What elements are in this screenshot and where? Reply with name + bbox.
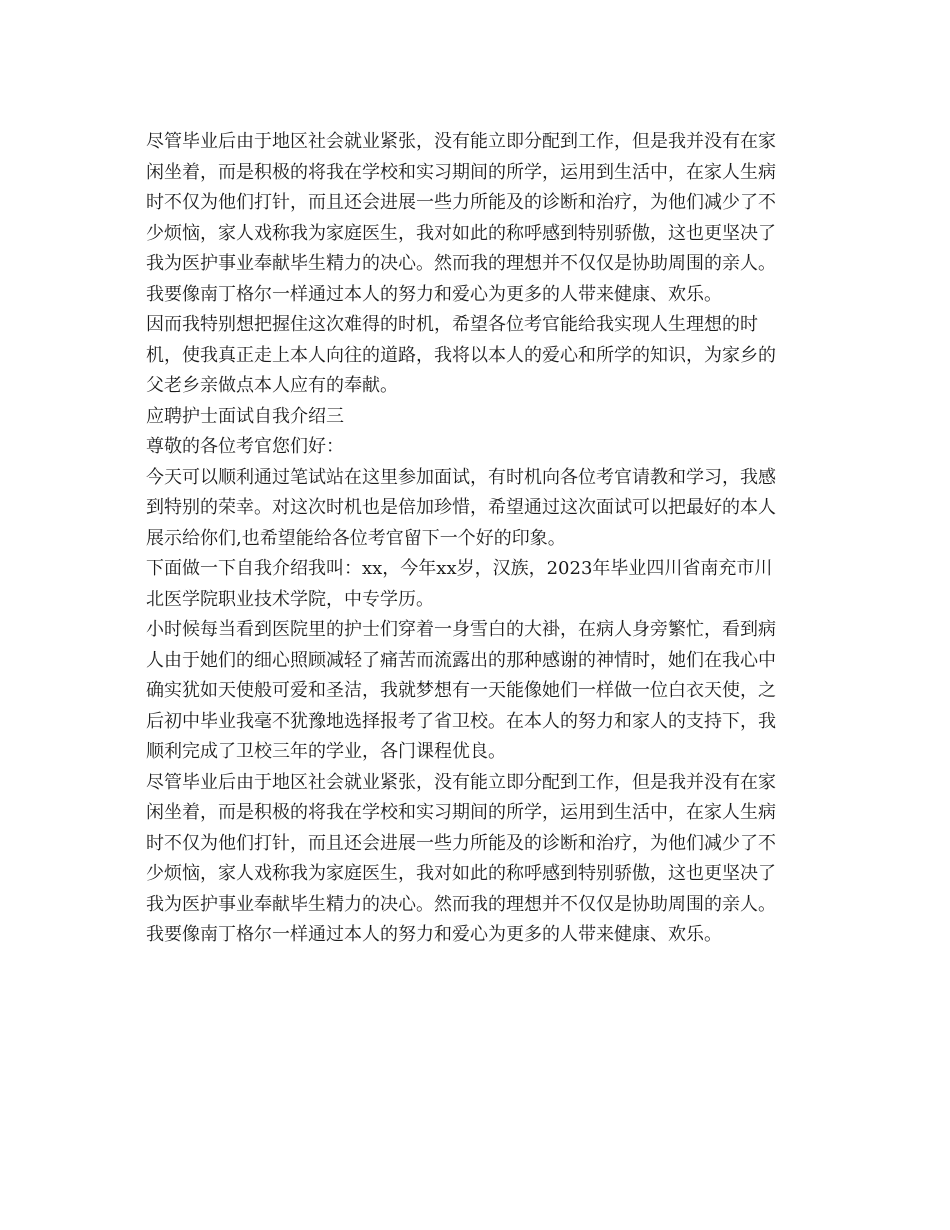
text-line: 闲坐着，而是积极的将我在学校和实习期间的所学，运用到生活中，在家人生病 <box>146 802 776 823</box>
text-line: 时不仅为他们打针，而且还会进展一些力所能及的诊断和治疗，为他们减少了不 <box>146 192 776 213</box>
salutation: 尊敬的各位考官您们好： <box>146 436 344 457</box>
text-line: 尽管毕业后由于地区社会就业紧张，没有能立即分配到工作，但是我并没有在家 <box>146 771 776 793</box>
text-line: 今天可以顺利通过笔试站在这里参加面试，有时机向各位考官请教和学习，我感 <box>146 466 776 488</box>
text-line: 我为医护事业奉献毕生精力的决心。然而我的理想并不仅仅是协助周围的亲人。 <box>146 253 776 274</box>
text-line: 尽管毕业后由于地区社会就业紧张，没有能立即分配到工作，但是我并没有在家 <box>146 131 776 152</box>
section-heading: 应聘护士面试自我介绍三 <box>146 405 344 427</box>
text-line: 北医学院职业技术学院，中专学历。 <box>146 588 434 610</box>
text-line: 少烦恼，家人戏称我为家庭医生，我对如此的称呼感到特别骄傲，这也更坚决了 <box>146 863 776 884</box>
text-line: 我要像南丁格尔一样通过本人的努力和爱心为更多的人带来健康、欢乐。 <box>146 283 722 305</box>
text-line: 时不仅为他们打针，而且还会进展一些力所能及的诊断和治疗，为他们减少了不 <box>146 832 776 854</box>
text-line: 小时候每当看到医院里的护士们穿着一身雪白的大褂，在病人身旁繁忙，看到病 <box>146 619 776 640</box>
text-line: 后初中毕业我毫不犹豫地选择报考了省卫校。在本人的努力和家人的支持下，我 <box>146 710 776 732</box>
text-line: 展示给你们,也希望能给各位考官留下一个好的印象。 <box>146 527 566 549</box>
text-line: 我为医护事业奉献毕生精力的决心。然而我的理想并不仅仅是协助周围的亲人。 <box>146 893 776 915</box>
text-line: 到特别的荣幸。对这次时机也是倍加珍惜，希望通过这次面试可以把最好的本人 <box>146 497 776 518</box>
text-line: 父老乡亲做点本人应有的奉献。 <box>146 375 398 396</box>
document-body <box>146 127 810 951</box>
text-line: 顺利完成了卫校三年的学业，各门课程优良。 <box>146 741 506 762</box>
text-line: 我要像南丁格尔一样通过本人的努力和爱心为更多的人带来健康、欢乐。 <box>146 924 722 945</box>
text-line: 机，使我真正走上本人向往的道路，我将以本人的爱心和所学的知识，为家乡的 <box>146 344 776 366</box>
text-line: 少烦恼，家人戏称我为家庭医生，我对如此的称呼感到特别骄傲，这也更坚决了 <box>146 222 776 244</box>
text-line: 人由于她们的细心照顾减轻了痛苦而流露出的那种感谢的神情时，她们在我心中 <box>146 649 776 671</box>
text-line: 下面做一下自我介绍我叫：xx，今年xx岁，汉族，2023年毕业四川省南充市川 <box>146 558 773 579</box>
text-line: 因而我特别想把握住这次难得的时机，希望各位考官能给我实现人生理想的时 <box>146 314 758 335</box>
text-line: 闲坐着，而是积极的将我在学校和实习期间的所学，运用到生活中，在家人生病 <box>146 161 776 183</box>
text-line: 确实犹如天使般可爱和圣洁，我就梦想有一天能像她们一样做一位白衣天使，之 <box>146 680 776 701</box>
